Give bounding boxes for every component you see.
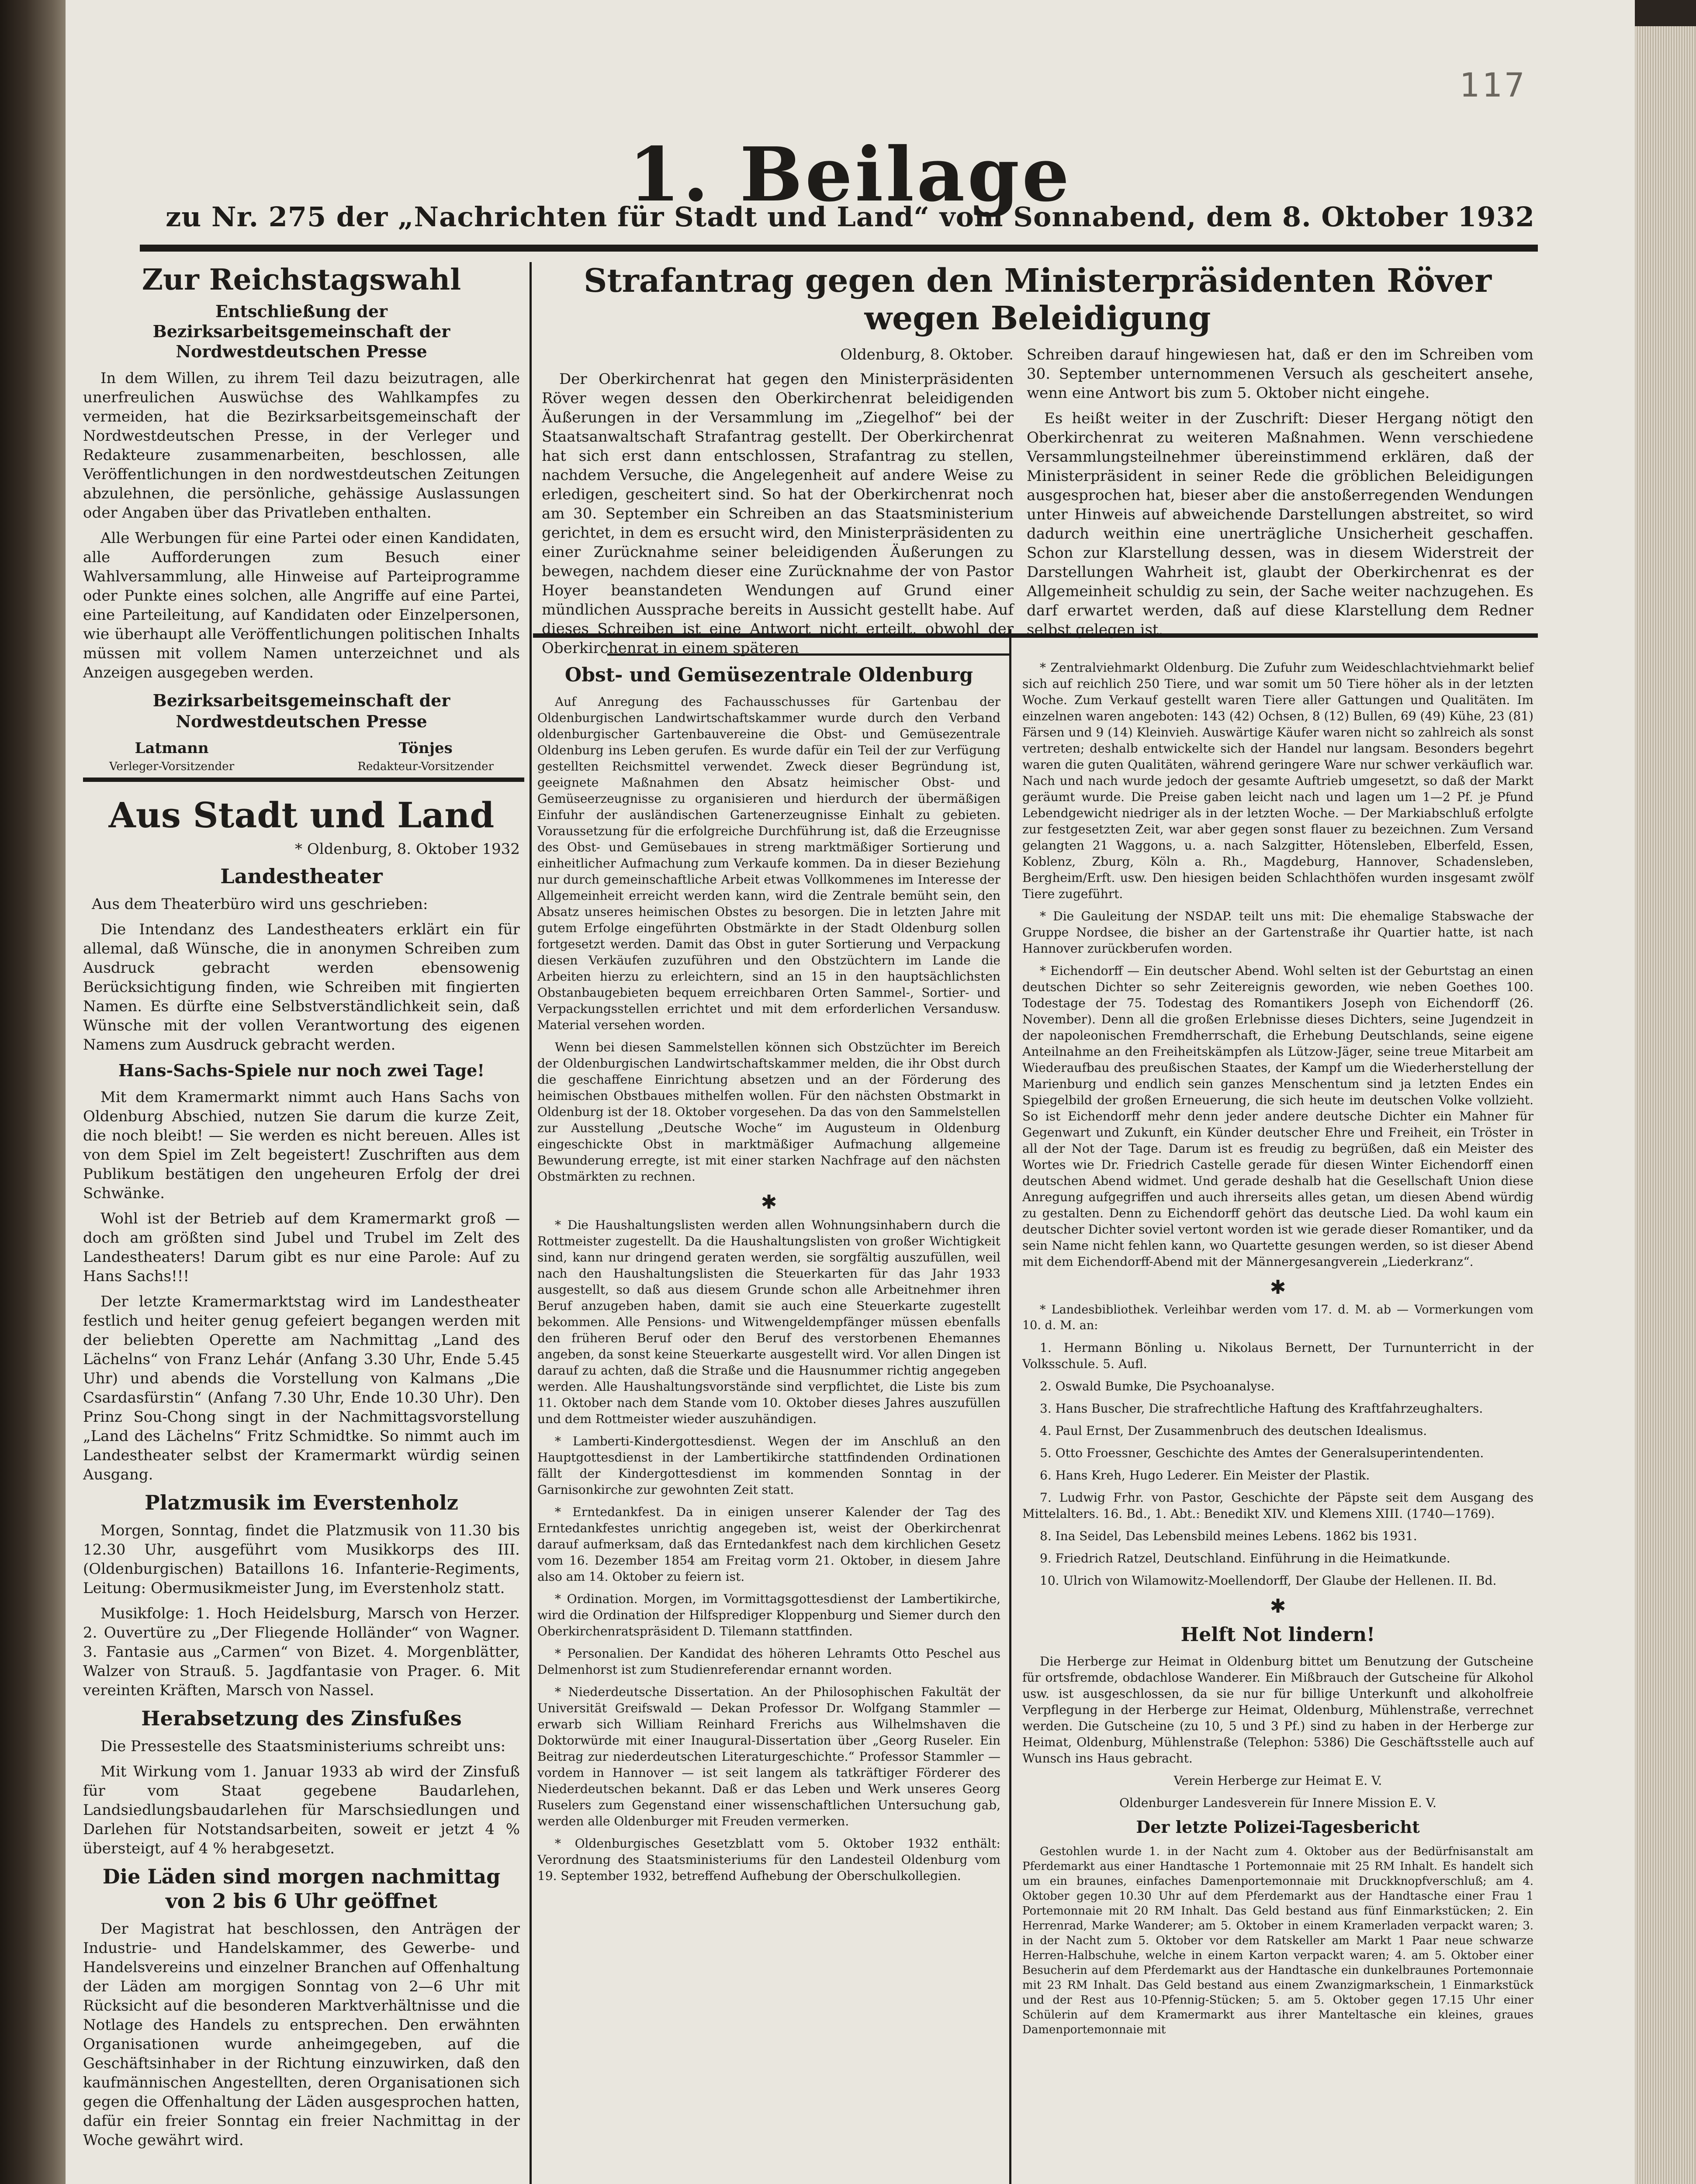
platzmusik-text: Morgen, Sonntag, findet die Platzmusik von 11.30 bis 12.30 Uhr, ausgeführt vom Musikkorps des III. (Oldenburgischen) Bataillons 16. Infanterie-Regiments, Leitung: Obermusikmeister Jung, im Everstenholz statt.	[83, 1522, 520, 1597]
strafantrag-text-left: Der Oberkirchenrat hat gegen den Ministerpräsidenten Röver wegen dessen den Oberkirchenrat beleidigenden Äußerungen in der Versammlung im „Ziegelhof“ bei der Staatsanwaltschaft Strafantrag gestellt. Der Oberkirchenrat hat sich erst dann entschlossen, Strafantrag zu stellen, nachdem Versuche, die Angelegenheit auf andere Weise zu erledigen, gescheitert sind. So hat der Oberkirchenrat noch am 30. September ein Schreiben an das Staatsministerium gerichtet, in dem es ersucht wird, den Ministerpräsidenten zu einer Zurücknahme seiner beleidigenden Äußerungen zu bewegen, nachdem dieser eine Zurücknahme der von Pastor Hoyer beanstandeten Wendungen auf Grund einer mündlichen Aussprache bereits in Aussicht gestellt habe. Auf dieses Schreiben ist eine Antwort nicht erteilt, obwohl der Oberkirchenrat in einem späteren	[542, 370, 1014, 657]
signatory-name: Tönjes	[398, 740, 453, 757]
hans-sachs-head: Hans-Sachs-Spiele nur noch zwei Tage!	[118, 1061, 485, 1080]
reichstagswahl-section	[83, 262, 520, 776]
platzmusik-head: Platzmusik im Everstenholz	[145, 1491, 458, 1514]
landesbibliothek-head: * Landesbibliothek. Verleihbar werden vom 17. d. M. ab — Vormerkungen vom 10. d. M. an:	[1022, 1303, 1533, 1332]
zinsfuss-text: Mit Wirkung vom 1. Januar 1933 ab wird der Zinsfuß für vom Staat gegebene Baudarlehen, Landsiedlungsbaudarlehen für Marschsiedlungen und Darlehen für Notstandsarbeiten, soweit er jetzt 4 % übersteigt, auf 4 % herabgesetzt.	[83, 1763, 520, 1857]
ordination-text: * Ordination. Morgen, im Vormittagsgottesdienst der Lambertikirche, wird die Ordination der Hilfsprediger Kloppenburg und Siemer durch den Oberkirchenratspräsident D. Tilemann stattfinden.	[537, 1592, 1000, 1638]
reichstagswahl-headline: Zur Reichstagswahl	[142, 263, 461, 297]
personalien-text: * Personalien. Der Kandidat des höheren Lehramts Otto Peschel aus Delmenhorst ist zum Studienreferendar ernannt worden.	[537, 1646, 1000, 1677]
reichstagswahl-rule	[83, 778, 524, 782]
landesbibliothek-list	[1022, 1340, 1533, 1589]
laeden-head: Die Läden sind morgen nachmittag von 2 bis 6 Uhr geöffnet	[102, 1865, 501, 1913]
signatory-role: Redakteur-Vorsitzender	[357, 760, 494, 773]
strafantrag-left-column	[542, 345, 1014, 664]
separator-star: ✱	[761, 1191, 777, 1213]
helft-not-head: Helft Not lindern!	[1180, 1624, 1375, 1646]
reichstagswahl-subhead: Entschließung der Bezirksarbeitsgemeinschaft der Nordwestdeutschen Presse	[152, 301, 450, 361]
landestheater-head: Landestheater	[220, 864, 383, 888]
laeden-text: Der Magistrat hat beschlossen, den Anträgen der Industrie- und Handelskammer, des Gewerbe- und Handelsvereins und einzelner Branchen auf Offenhaltung der Läden am morgigen Sonntag von 2—6 Uhr mit Rücksicht auf die besonderen Marktverhältnisse und die Notlage des Handels zu entsprechen. Den erwähnten Organisationen wurde anheimgegeben, auf die Geschäftsinhaber in der Richtung einzuwirken, daß den kaufmännischen Angestellten, deren Organisationen sich gegen die Offenhaltung der Läden ausgesprochen hatten, dafür ein freier Sonntag ein freier Nachmittag in der Woche gewährt wird.	[83, 1920, 520, 2149]
reichstagswahl-paragraph: In dem Willen, zu ihrem Teil dazu beizutragen, alle unerfreulichen Auswüchse des Wahlkampfes zu vermeiden, hat die Bezirksarbeitsgemeinschaft der Nordwestdeutschen Presse, in der Verleger und Redakteure zusammenarbeiten, beschlossen, alle Veröffentlichungen in den nordwestdeutschen Zeitungen abzulehnen, die persönliche, gehässige Auslassungen oder Angaben über das Privatleben enthalten.	[83, 370, 520, 522]
list-item: 8. Ina Seidel, Das Lebensbild meines Lebens. 1862 bis 1931.	[1040, 1529, 1417, 1543]
stadt-und-land-dateline: * Oldenburg, 8. Oktober 1932	[295, 840, 520, 858]
separator-star: ✱	[1270, 1595, 1286, 1617]
eichendorff-text: * Eichendorff — Ein deutscher Abend. Wohl selten ist der Geburtstag an einen deutschen Dichter so sehr Zeitereignis geworden, wie neben Goethes 100. Todestage der 75. Todestag des Romantikers Joseph von Eichendorff (26. November). Denn all die großen Erlebnisse dieses Dichters, seine Jugendzeit in der napoleonischen Fremdherrschaft, die Erhebung Deutschlands, seine eigene Anteilnahme an den Freiheitskämpfen als Lützow-Jäger, seine treue Mitarbeit am Wiederaufbau des preußischen Staates, der Kampf um die Wiederherstellung der Marienburg und endlich sein ganzes Menschentum sind ja letzten Endes ein Spiegelbild der großen Erneuerung, die sich heute im deutschen Volke vollzieht. So ist Eichendorff mehr denn jeder andere deutsche Dichter ein Mahner für Gegenwart und Zukunft, ein Künder deutscher Ehre und Freiheit, ein Tröster in all der Not der Tage. Darum ist es freudig zu begrüßen, daß ein Meister des Wortes wie Dr. Friedrich Castelle gerade für diesen Winter Eichendorff einen deutschen Abend widmet. Und gerade deshalb hat die Gesellschaft Union diese Anregung aufgegriffen und auch ihrerseits alles getan, um diesen Abend würdig zu gestalten. Denn zu Eichendorff gehört das deutsche Lied. Da wohl kaum ein deutscher Dichter soviel vertont worden ist wie gerade dieser Romantiker, und da sein Name nicht fehlen kann, wo Quartette gesungen werden, so ist dieser Abend mit dem Eichendorff-Abend mit der Männergesangverein „Liederkranz“.	[1022, 964, 1533, 1269]
column-rule-2	[1009, 629, 1011, 2184]
reichstagswahl-signature-org: Bezirksarbeitsgemeinschaft der Nordwestdeutschen Presse	[152, 691, 450, 731]
musikfolge-text: Musikfolge: 1. Hoch Heidelsburg, Marsch von Herzer. 2. Ouvertüre zu „Der Fliegende Holländer“ von Wagner. 3. Fantasie aus „Carmen“ von Bizet. 4. Morgenblätter, Walzer von Strauß. 5. Jagdfantasie von Prager. 6. Mit vereinten Kräften, Marsch von Nassel.	[83, 1605, 520, 1699]
strafantrag-headline: Strafantrag gegen den Ministerpräsidenten Röver wegen Beleidigung	[583, 262, 1492, 337]
kramermarkt-text: Wohl ist der Betrieb auf dem Kramermarkt groß — doch am größten sind Jubel und Trubel im Zelt des Landestheaters! Darum gibt es nur eine Parole: Auf zu Hans Sachs!!!	[83, 1210, 520, 1285]
strafantrag-text-right-2: Es heißt weiter in der Zuschrift: Dieser Hergang nötigt den Oberkirchenrat zu weiteren Maßnahmen. Wenn verschiedene Versammlungsteilnehmer übereinstimmend erklären, daß der Ministerpräsident in seiner Rede die gröblichen Beleidigungen ausgesprochen hat, bieser aber die anstoßerregenden Wendungen unter Hinweis auf abweichende Darstellungen abstreitet, so wird dadurch weithin eine unerträgliche Unsicherheit geschaffen. Schon zur Klarstellung dessen, was in diesem Widerstreit der Darstellungen Wahrheit ist, glaubt der Oberkirchenrat es der Allgemeinheit schuldig zu sein, der Sache weiter nachzugehen. Es darf erwartet werden, daß auf diese Klarstellung dem Redner selbst gelegen ist.	[1027, 410, 1533, 639]
letzte-kramermarktstag-text: Der letzte Kramermarktstag wird im Landestheater festlich und heiter genug gefeiert begangen werden mit der beliebten Operette am Nachmittag „Land des Lächelns“ von Franz Lehár (Anfang 3.30 Uhr, Ende 5.45 Uhr) und abends die Vorstellung von Kalmans „Die Csardasfürstin“ (Anfang 7.30 Uhr, Ende 10.30 Uhr). Den Prinz Sou-Chong singt in der Nachmittagsvorstellung „Land des Lächelns“ Fritz Schmidtke. So nimmt auch im Landestheater selbst der Kramermarkt würdig seinen Ausgang.	[83, 1293, 520, 1483]
masthead-rule	[140, 245, 1538, 252]
signatory	[357, 739, 494, 776]
list-item: 9. Friedrich Ratzel, Deutschland. Einführung in die Heimatkunde.	[1040, 1551, 1450, 1565]
reichstagswahl-paragraph: Alle Werbungen für eine Partei oder einen Kandidaten, alle Aufforderungen zum Besuch einer Wahlversammlung, alle Hinweise auf Parteiprogramme oder Punkte eines solchen, alle Angriffe auf eine Partei, eine Parteileitung, auf Kandidaten oder Einzelpersonen, wie überhaupt alle Veröffentlichungen politischen Inhalts müssen mit vollem Namen unterzeichnet und als Anzeigen ausgegeben werden.	[83, 529, 520, 681]
masthead-title: 1. Beilage	[628, 131, 1072, 218]
obst-headline: Obst- und Gemüsezentrale Oldenburg	[564, 664, 973, 686]
landestheater-intro: Aus dem Theaterbüro wird uns geschrieben:	[92, 895, 428, 913]
page-stack-edge	[1634, 26, 1696, 2184]
strafantrag-section	[542, 262, 1533, 342]
lamberti-text: * Lamberti-Kindergottesdienst. Wegen der im Anschluß an den Hauptgottesdienst in der Lambertikirche stattfindenden Ordinationen fällt der Kindergottesdienst im kommenden Sonntag in der Garnisonkirche zur gewohnten Zeit statt.	[537, 1434, 1000, 1497]
list-item: 3. Hans Buscher, Die strafrechtliche Haftung des Kraftfahrzeughalters.	[1040, 1401, 1483, 1416]
newspaper-page	[66, 0, 1635, 2184]
separator-star: ✱	[1270, 1276, 1286, 1299]
list-item: 2. Oswald Bumke, Die Psychoanalyse.	[1040, 1379, 1275, 1393]
strafantrag-dateline: Oldenburg, 8. Oktober.	[840, 346, 1014, 363]
list-item: 4. Paul Ernst, Der Zusammenbruch des deutschen Idealismus.	[1040, 1424, 1427, 1438]
list-item: 10. Ulrich von Wilamowitz-Moellendorff, Der Glaube der Hellenen. II. Bd.	[1040, 1573, 1497, 1588]
signatory-name: Latmann	[135, 740, 209, 757]
hans-sachs-text: Mit dem Kramermarkt nimmt auch Hans Sachs von Oldenburg Abschied, nutzen Sie darum die kurze Zeit, die noch bleibt! — Sie werden es nicht bereuen. Alles ist von dem Spiel im Zelt begeistert! Zuschriften aus dem Publikum bestätigen den ungeheuren Erfolg der drei Schwänke.	[83, 1089, 520, 1202]
stadt-und-land-section	[83, 795, 520, 2156]
dissertation-text: * Niederdeutsche Dissertation. An der Philosophischen Fakultät der Universität Greifswald — Dekan Professor Dr. Wolfgang Stammler — erwarb sich William Reinhard Frerichs aus Wilhelmshaven die Doktorwürde mit einer Inaugural-Dissertation über „Georg Ruseler. Ein Beitrag zur niederdeutschen Literaturgeschichte.“ Professor Stammler — vordem in Hannover — ist seit langem als tatkräftiger Förderer des Niederdeutschen bekannt. Daß er das Leben und Werk unseres Georg Ruselers zum Gegenstand einer wissenschaftlichen Untersuchung gab, werden alle Oldenburger mit Freuden vermerken.	[537, 1685, 1000, 1828]
obst-section	[537, 660, 1000, 1890]
right-column-notices	[1022, 660, 1533, 2043]
obst-text: Auf Anregung des Fachausschusses für Gartenbau der Oldenburgischen Landwirtschaftskammer wurde durch den Verband oldenburgischer Gartenbauvereine die Obst- und Gemüsezentrale Oldenburg ins Leben gerufen. Es wurde dafür ein Teil der zur Verfügung gestellten Reichsmittel verwendet. Zweck dieser Begründung ist, geeignete Maßnahmen den Absatz heimischer Obst- und Gemüseerzeugnisse zu organisieren und hierdurch der übermäßigen Einfuhr der ausländischen Gartenerzeugnisse Einhalt zu gebieten. Voraussetzung für die erfolgreiche Durchführung ist, daß die Erzeugnisse des Obst- und Gemüsebaues in streng marktmäßiger Sortierung und einheitlicher Aufmachung zum Verkaufe kommen. Da in dieser Beziehung nur durch gemeinschaftliche Arbeit etwas Vollkommenes im Interesse der Allgemeinheit erreicht werden kann, wird die Zentrale bemüht sein, den Absatz unseres heimischen Obstes zu besorgen. Die in letzten Jahre mit gutem Erfolge eingeführten Obstmärkte in der Stadt Oldenburg sollen fortgesetzt werden. Damit das Obst in guter Sortierung und Verpackung diesen Verkäufen zuzuführen und den Obstzüchtern im Lande die Arbeiten hierzu zu erleichtern, sind an 15 in den hauptsächlichsten Obstanbaugebieten bequem erreichbaren Orten Sammel-, Sortier- und Verpackungsstellen errichtet und mit dem erforderlichen Versandusw. Material versehen worden.	[537, 695, 1000, 1032]
column-rule-1	[530, 262, 532, 2184]
gauleitung-text: * Die Gauleitung der NSDAP. teilt uns mit: Die ehemalige Stabswache der Gruppe Nordsee, die bisher an der Gartenstraße ihr Quartier hatte, ist nach Hannover zurückberufen worden.	[1022, 909, 1533, 956]
reichstagswahl-signatories	[83, 739, 520, 776]
landestheater-text: Die Intendanz des Landestheaters erklärt ein für allemal, daß Wünsche, die in anonymen Schreiben zum Ausdruck gebracht werden ebensowenig Berücksichtigung finden, wie Schreiben mit fingierten Namen. Es dürfte eine Selbstverständlichkeit sein, daß Wünsche mit der vollen Verantwortung des eigenen Namens zum Ausdruck gebracht werden.	[83, 921, 520, 1054]
obst-text: Wenn bei diesen Sammelstellen können sich Obstzüchter im Bereich der Oldenburgischen Landwirtschaftskammer melden, die ihr Obst durch die geschaffene Einrichtung absetzen und an der Förderung des heimischen Obstbaues mithelfen wollen. Für den nächsten Obstmarkt in Oldenburg ist der 18. Oktober vorgesehen. Da das von den Sammelstellen zur Ausstellung „Deutsche Woche“ im Augusteum in Oldenburg eingeschickte Obst in marktmäßiger Aufmachung allgemeine Bewunderung erregte, ist mit einer starken Nachfrage auf den nächsten Obstmärkten zu rechnen.	[537, 1040, 1000, 1184]
zinsfuss-head: Herabsetzung des Zinsfußes	[141, 1707, 462, 1730]
list-item: 5. Otto Froessner, Geschichte des Amtes der Generalsuperintendenten.	[1040, 1446, 1484, 1460]
list-item: 1. Hermann Bönling u. Nikolaus Bernett, Der Turnunterricht in der Volksschule. 5. Aufl.	[1022, 1341, 1533, 1371]
strafantrag-right-column	[1027, 345, 1533, 646]
zentralviehmarkt-text: * Zentralviehmarkt Oldenburg. Die Zufuhr zum Weideschlachtviehmarkt belief sich auf reichlich 250 Tiere, und war somit um 50 Tiere höher als in der letzten Woche. Zum Verkauf gestellt waren Tiere aller Gattungen und Qualitäten. Im einzelnen waren angeboten: 143 (42) Ochsen, 8 (12) Bullen, 69 (49) Kühe, 23 (81) Färsen und 9 (14) Kleinvieh. Auswärtige Käufer waren nicht so zahlreich als sonst vertreten; deshalb entwickelte sich der Handel nur langsam. Besonders begehrt waren die guten Qualitäten, während geringere Ware nur schwer verkäuflich war. Nach und nach wurde jedoch der gesamte Auftrieb umgesetzt, so daß der Markt geräumt wurde. Die Preise gaben leicht nach und lagen um 1—2 Pf. je Pfund Lebendgewicht niedriger als in der letzten Woche. — Der Markiabschluß erfolgte zur festgesetzten Zeit, war aber gegen sonst flauer zu bezeichnen. Zum Versand gelangten 21 Waggons, u. a. nach Salzgitter, Hötensleben, Elberfeld, Essen, Koblenz, Zburg, Köln a. Rh., Magdeburg, Hannover, Schadensleben, Bergheim/Erft. usw. Den hiesigen beiden Schlachthöfen wurden insgesamt zwölf Tiere zugeführt.	[1022, 660, 1533, 901]
helft-signature: Oldenburger Landesverein für Innere Mission E. V.	[1119, 1796, 1436, 1810]
erntedankfest-text: * Erntedankfest. Da in einigen unserer Kalender der Tag des Erntedankfestes unrichtig angegeben ist, weist der Oberkirchenrat darauf aufmerksam, daß das Erntedankfest nach dem kirchlichen Gesetz vom 16. Dezember 1854 am Freitag vorm 21. Oktober, in diesem Jahre also am 14. Oktober zu feiern ist.	[537, 1505, 1000, 1584]
page-number: 117	[1459, 66, 1527, 104]
stadt-und-land-headline: Aus Stadt und Land	[108, 795, 495, 836]
gesetzblatt-text: * Oldenburgisches Gesetzblatt vom 5. Oktober 1932 enthält: Verordnung des Staatsministeriums für den Landesteil Oldenburg vom 19. September 1932, betreffend Aufhebung der Oberschulkollegien.	[537, 1836, 1000, 1883]
signatory	[109, 739, 234, 776]
polizei-head: Der letzte Polizei-Tagesbericht	[1136, 1817, 1420, 1837]
book-spine	[0, 0, 66, 2184]
list-item: 6. Hans Kreh, Hugo Lederer. Ein Meister der Plastik.	[1040, 1468, 1370, 1482]
helft-not-text: Die Herberge zur Heimat in Oldenburg bittet um Benutzung der Gutscheine für ortsfremde, obdachlose Wanderer. Ein Mißbrauch der Gutscheine für Alkohol usw. ist ausgeschlossen, da sie nur für billige Unterkunft und alkoholfreie Verpflegung in der Herberge zur Heimat, Oldenburg, Mühlenstraße, verrechnet werden. Die Gutscheine (zu 10, 5 und 3 Pf.) sind zu haben in der Herberge zur Heimat, Oldenburg, Mühlenstraße (Telephon: 5386) Die Geschäftsstelle auch auf Wunsch ins Haus gebracht.	[1022, 1654, 1533, 1766]
polizei-text: Gestohlen wurde 1. in der Nacht zum 4. Oktober aus der Bedürfnisanstalt am Pferdemarkt aus einer Handtasche 1 Portemonnaie mit 25 RM Inhalt. Es handelt sich um ein braunes, einfaches Damenportemonnaie mit Druckknopfverschluß; am 4. Oktober gegen 10.30 Uhr auf dem Pferdemarkt aus der Handtasche einer Frau 1 Portemonnaie mit 20 RM Inhalt. Das Geld bestand aus fünf Einmarkstücken; 2. Ein Herrenrad, Marke Wanderer; am 5. Oktober in einem Kramerladen verpackt waren; 3. in der Nacht zum 5. Oktober vor dem Ratskeller am Markt 1 Paar neue schwarze Herren-Halbschuhe, welche in einem Karton verpackt waren; 4. am 5. Oktober einer Besucherin auf dem Pferdemarkt aus der Handtasche ein dunkelbraunes Portemonnaie mit 23 RM Inhalt. Das Geld bestand aus einem Zwanzigmarkschein, 1 Einmarkstück und der Rest aus 10-Pfennig-Stücken; 5. am 5. Oktober gegen 17.15 Uhr einer Schülerin auf dem Kramermarkt aus ihrer Manteltasche ein kleines, graues Damenportemonnaie mit	[1022, 1845, 1533, 2036]
haushaltungslisten-text: * Die Haushaltungslisten werden allen Wohnungsinhabern durch die Rottmeister zugestellt. Da die Haushaltungslisten von großer Wichtigkeit sind, kann nur dringend geraten werden, sie sorgfältig auszufüllen, weil nach den Haushaltungslisten die Steuerkarten für das Jahr 1933 ausgestellt, so daß aus diesem Grunde schon alle Arbeitnehmer ihren Beruf anzugeben haben, damit sie auch eine Steuerkarte zugestellt bekommen. Alle Pensions- und Witwengeldempfänger müssen ebenfalls den früheren Beruf oder den Beruf des verstorbenen Ehemannes angeben, da sonst keine Steuerkarte ausgestellt wird. Vor allen Dingen ist darauf zu achten, daß die Straße und die Hausnummer richtig angegeben werden. Alle Haushaltungsvorstände sind verpflichtet, die Liste bis zum 11. Oktober nach dem Stande vom 10. Oktober dieses Jahres auszufüllen und dem Rottmeister wieder auszuhändigen.	[537, 1218, 1000, 1426]
signatory-role: Verleger-Vorsitzender	[109, 760, 235, 773]
masthead-subtitle: zu Nr. 275 der „Nachrichten für Stadt und Land“ vom Sonnabend, dem 8. Oktober 1932	[166, 201, 1535, 233]
strafantrag-text-right-1: Schreiben darauf hingewiesen hat, daß er den im Schreiben vom 30. September unternommenen Versuch als gescheitert ansehe, wenn eine Antwort bis zum 5. Oktober nicht eingehe.	[1027, 346, 1533, 402]
helft-signature: Verein Herberge zur Heimat E. V.	[1173, 1773, 1382, 1788]
list-item: 7. Ludwig Frhr. von Pastor, Geschichte der Päpste seit dem Ausgang des Mittelalters. 16. Bd., 1. Abt.: Benedikt XIV. und Klemens XIII. (1740—1769).	[1022, 1490, 1533, 1521]
zinsfuss-intro: Die Pressestelle des Staatsministeriums schreibt uns:	[100, 1738, 506, 1755]
